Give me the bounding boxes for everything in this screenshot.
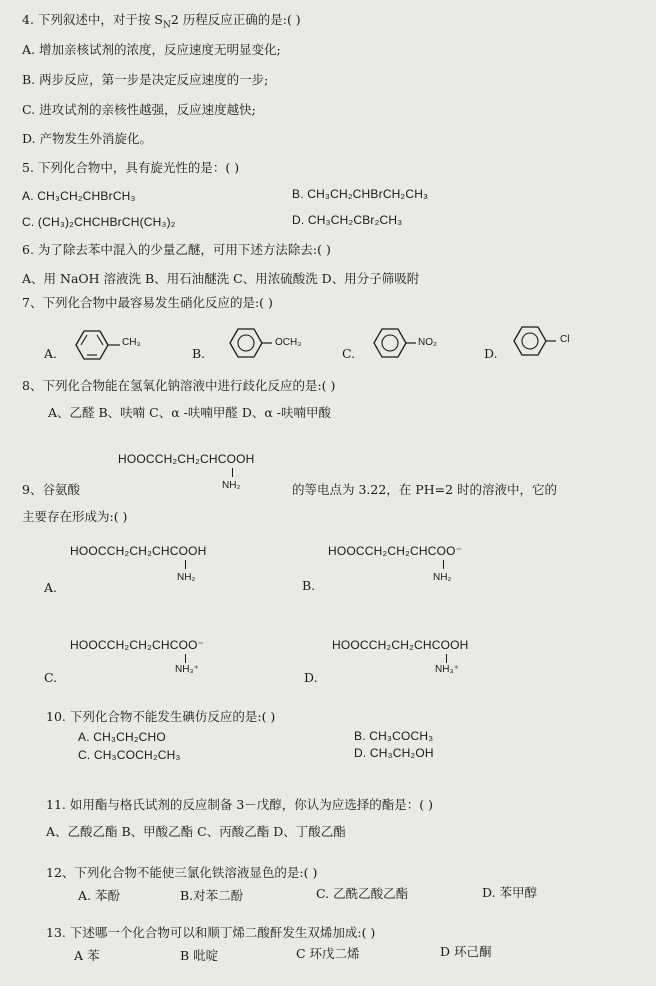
q9-d-sub: NH₃⁺ (435, 664, 459, 675)
q9-c-sub: NH₃⁺ (175, 664, 199, 675)
q4-option-b: B. 两步反应，第一步是决定反应速度的一步; (22, 72, 269, 87)
q11-stem: 11. 如用酯与格氏试剂的反应制备 3－戊醇，你认为应选择的酯是：( ) (46, 797, 434, 812)
q7-label-c: C. (342, 346, 356, 361)
q8-stem: 8、下列化合物能在氢氧化钠溶液中进行歧化反应的是:( ) (22, 378, 336, 393)
q9-b-label: B. (302, 578, 316, 593)
q12-option-a: A. 苯酚 (78, 888, 120, 903)
q9-c-bond (185, 654, 186, 663)
q7-label-a: A. (44, 346, 58, 361)
q6-options: A、用 NaOH 溶液洗 B、用石油醚洗 C、用浓硫酸洗 D、用分子筛吸附 (22, 271, 420, 286)
q13-option-d: D 环己酮 (440, 944, 492, 959)
q12-option-b: B.对苯二酚 (180, 888, 244, 903)
q4-stem: 4. 下列叙述中，对于按 $S_N2$ 历程反应正确的是:( ) (22, 12, 301, 31)
q9-a-sub: NH₂ (177, 572, 196, 583)
q13-option-b: B 吡啶 (180, 948, 219, 963)
q12-option-c: C. 乙酰乙酸乙酯 (316, 886, 409, 901)
q7-a-substituent: CH₃ (122, 337, 141, 348)
q9-b-formula: HOOCCH₂CH₂CHCOO⁻ (328, 544, 463, 558)
q7-d-substituent: Cl (560, 334, 570, 345)
q5-option-a: A. CH₃CH₂CHBrCH₃ (22, 189, 136, 203)
q13-stem: 13. 下述哪一个化合物可以和顺丁烯二酸酐发生双烯加成:( ) (46, 925, 376, 940)
q4-option-a: A. 增加亲核试剂的浓度，反应速度无明显变化; (22, 42, 281, 57)
q9-nh2: NH₂ (222, 480, 241, 491)
q11-options: A、乙酸乙酯 B、甲酸乙酯 C、丙酸乙酯 D、丁酸乙酯 (46, 824, 346, 839)
q5-option-d: D. CH₃CH₂CBr₂CH₃ (292, 213, 403, 227)
q7-label-b: B. (192, 346, 206, 361)
q10-stem: 10. 下列化合物不能发生碘仿反应的是:( ) (46, 709, 276, 724)
q7-c-substituent: NO₂ (418, 337, 437, 348)
q9-stem-line2: 主要存在形成为:( ) (22, 509, 128, 524)
q9-d-label: D. (304, 670, 318, 685)
q7-label-d: D. (484, 346, 498, 361)
q10-option-b: B. CH₃COCH₃ (354, 729, 434, 743)
q13-option-c: C 环戊二烯 (296, 946, 360, 961)
q5-option-c: C. (CH₃)₂CHCHBrCH(CH₃)₂ (22, 215, 176, 229)
q5-stem: 5. 下列化合物中，具有旋光性的是：( ) (22, 160, 240, 175)
q6-stem: 6. 为了除去苯中混入的少量乙醚，可用下述方法除去:( ) (22, 242, 331, 257)
q9-b-sub: NH₂ (433, 572, 452, 583)
q7-stem: 7、下列化合物中最容易发生硝化反应的是:( ) (22, 295, 273, 310)
q9-stem-left: 9、谷氨酸 (22, 482, 80, 497)
q4-option-c: C. 进攻试剂的亲核性越强，反应速度越快; (22, 102, 256, 117)
q9-a-label: A. (44, 580, 58, 595)
q9-d-formula: HOOCCH₂CH₂CHCOOH (332, 638, 469, 652)
q9-glutamic-formula: HOOCCH₂CH₂CHCOOH (118, 452, 255, 466)
q9-stem-right: 的等电点为 3.22，在 PH=2 时的溶液中，它的 (292, 482, 557, 497)
q9-bond (232, 468, 233, 477)
q12-stem: 12、下列化合物不能使三氯化铁溶液显色的是:( ) (46, 865, 318, 880)
q13-option-a: A 苯 (74, 948, 100, 963)
q10-option-c: C. CH₃COCH₂CH₃ (78, 748, 181, 762)
q5-option-b: B. CH₃CH₂CHBrCH₂CH₃ (292, 187, 429, 201)
q4-option-d: D. 产物发生外消旋化。 (22, 131, 153, 146)
q12-option-d: D. 苯甲醇 (482, 885, 538, 900)
q9-a-bond (185, 560, 186, 569)
q9-c-label: C. (44, 670, 58, 685)
q9-c-formula: HOOCCH₂CH₂CHCOO⁻ (70, 638, 205, 652)
q9-a-formula: HOOCCH₂CH₂CHCOOH (70, 544, 207, 558)
q10-option-d: D. CH₃CH₂OH (354, 746, 434, 760)
q7-b-substituent: OCH₃ (275, 337, 302, 348)
q9-d-bond (446, 654, 447, 663)
q10-option-a: A. CH₃CH₂CHO (78, 730, 166, 744)
q9-b-bond (443, 560, 444, 569)
q8-options: A、乙醛 B、呋喃 C、α -呋喃甲醛 D、α -呋喃甲酸 (48, 405, 331, 420)
